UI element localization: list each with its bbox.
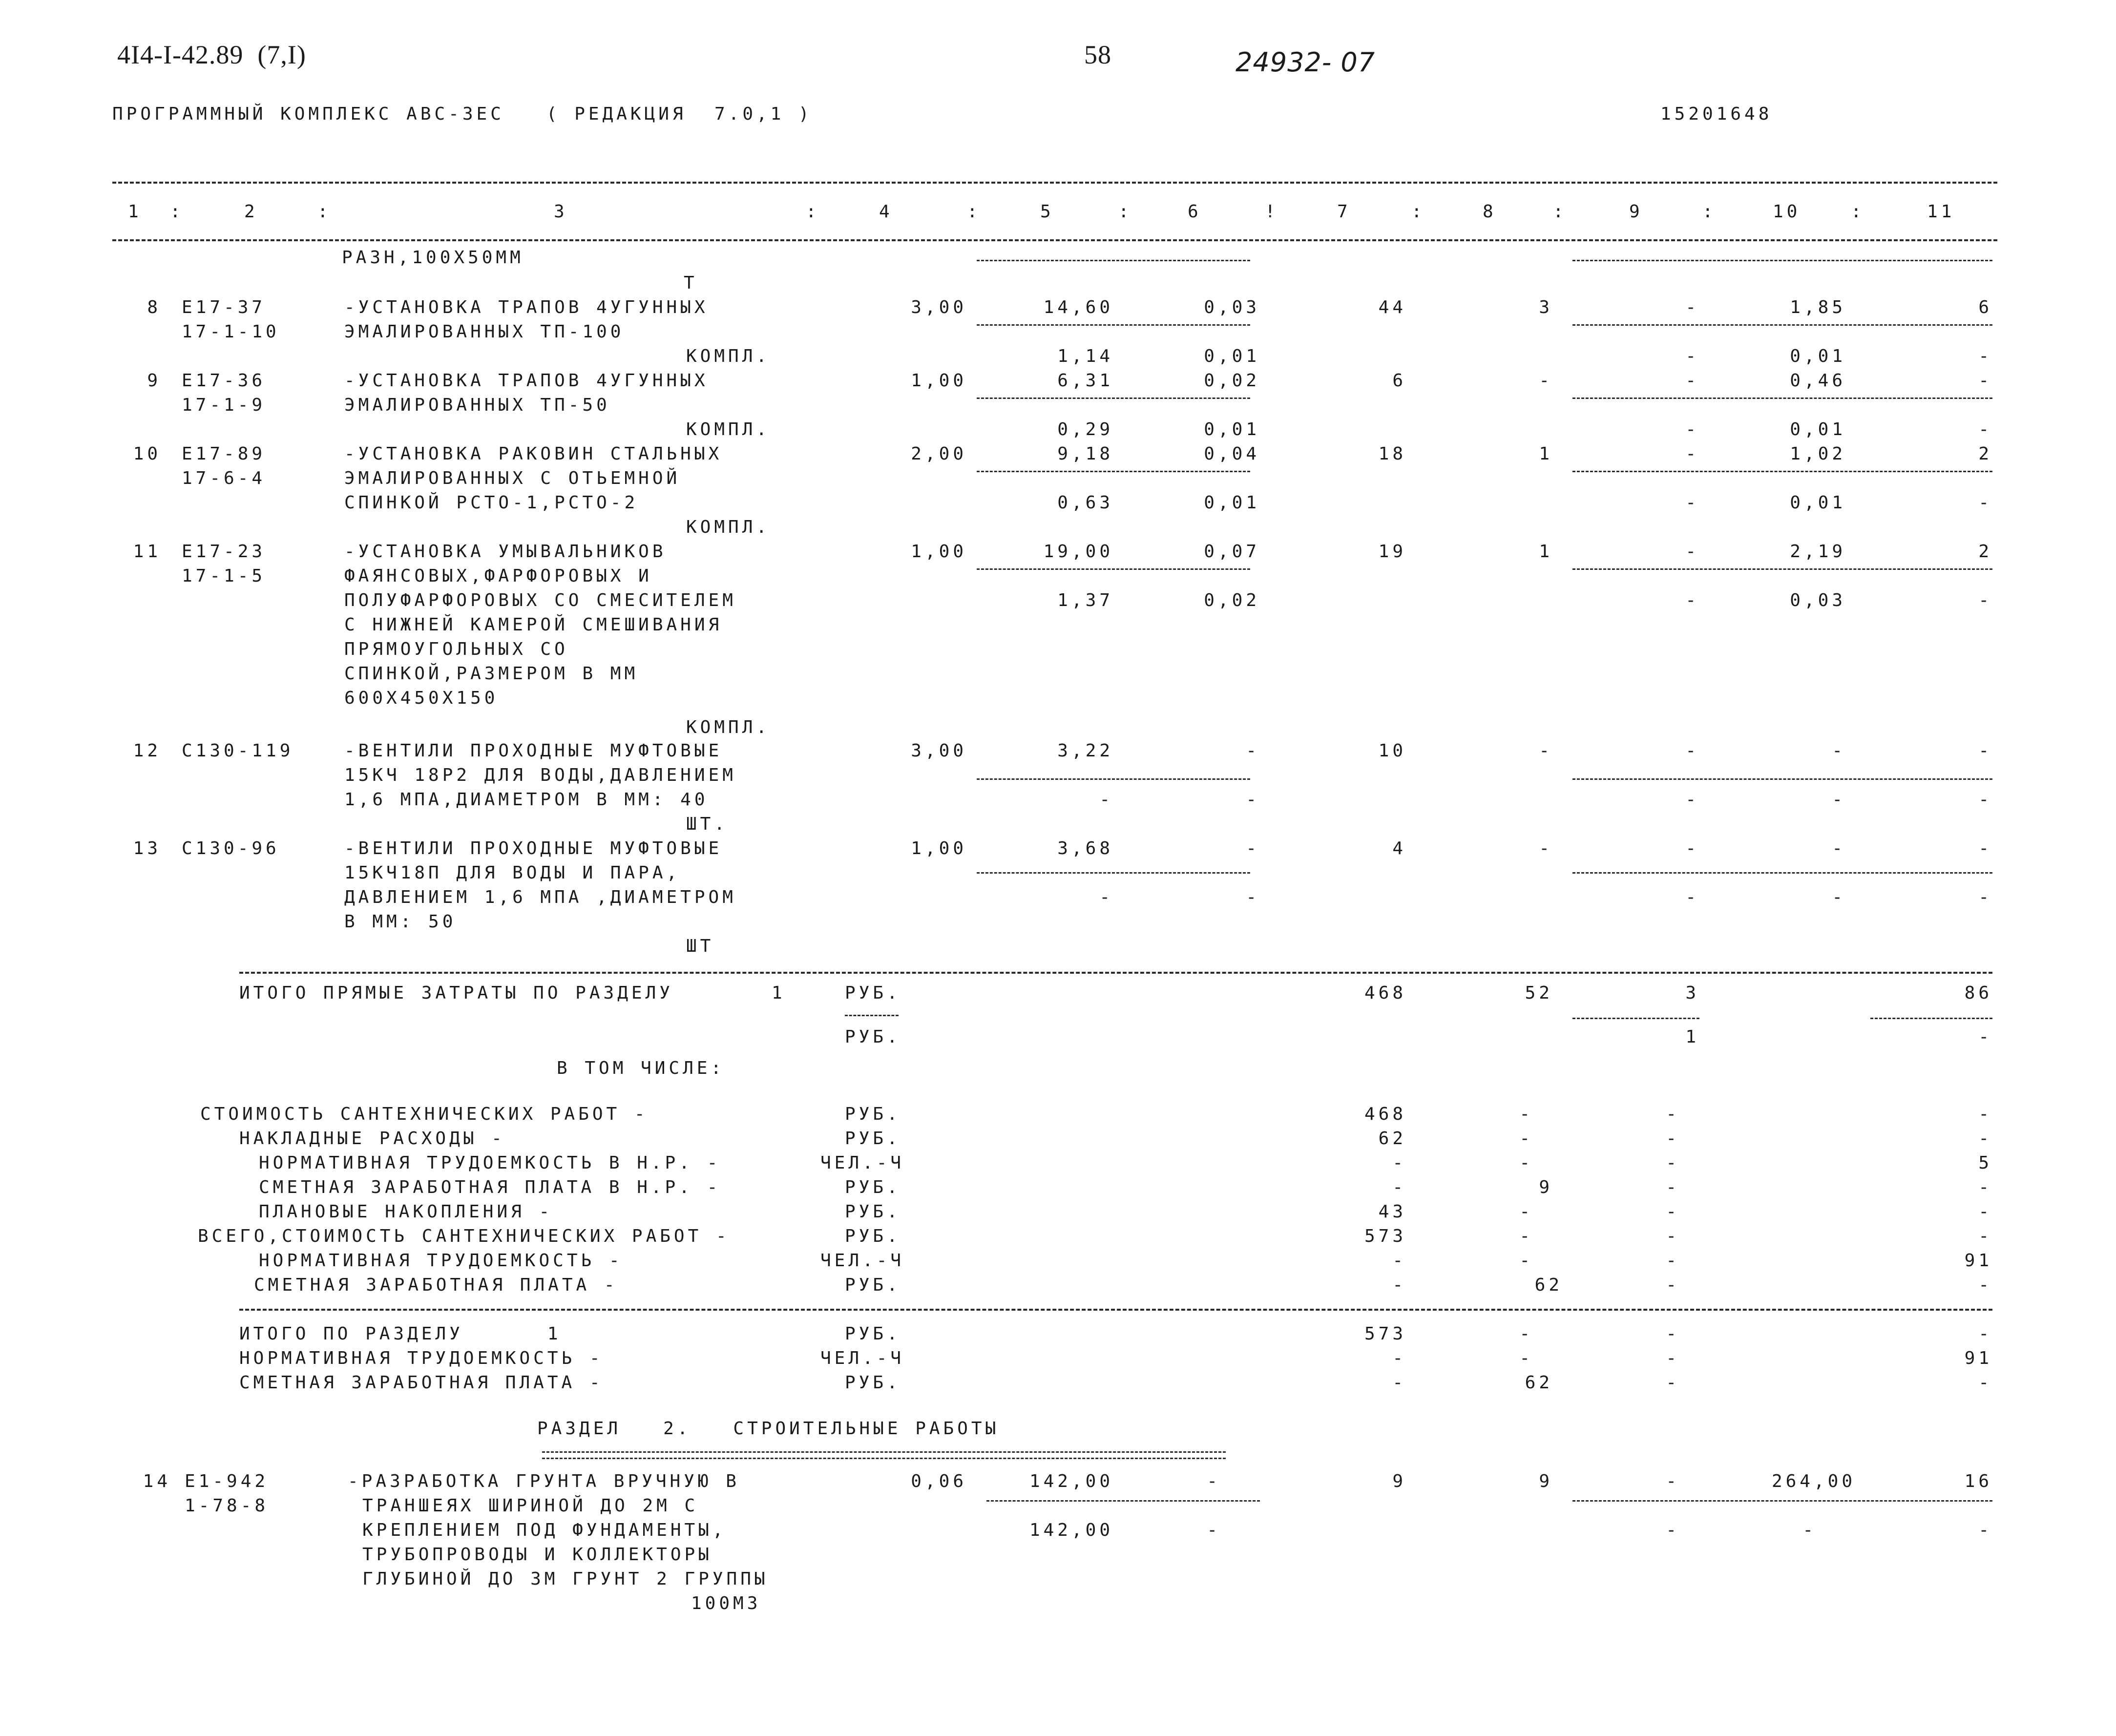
col-header-5: 5 bbox=[1040, 202, 1054, 222]
section-rule bbox=[239, 972, 1992, 974]
including-label: В ТОМ ЧИСЛЕ: bbox=[557, 1058, 725, 1078]
doc-code: 4I4-I-42.89 (7,I) bbox=[117, 40, 306, 69]
col-header-8: 8 bbox=[1483, 202, 1497, 222]
section-title: РАЗДЕЛ 2. СТРОИТЕЛЬНЫЕ РАБОТЫ bbox=[537, 1419, 1000, 1439]
list-item: СТОИМОСТЬ САНТЕХНИЧЕСКИХ РАБОТ - bbox=[200, 1104, 649, 1124]
program-code: 15201648 bbox=[1660, 104, 1773, 124]
list-item: СМЕТНАЯ ЗАРАБОТНАЯ ПЛАТА - bbox=[239, 1373, 604, 1393]
header-bottom-rule bbox=[112, 239, 1997, 241]
col-header-6: 6 bbox=[1188, 202, 1202, 222]
section-rule bbox=[239, 1309, 1992, 1311]
col-header-7: 7 bbox=[1337, 202, 1351, 222]
list-item: НАКЛАДНЫЕ РАСХОДЫ - bbox=[239, 1129, 505, 1149]
col-header-10: 10 bbox=[1773, 202, 1801, 222]
col-header-2: 2 bbox=[244, 202, 258, 222]
list-item: СМЕТНАЯ ЗАРАБОТНАЯ ПЛАТА В Н.Р. - bbox=[259, 1177, 721, 1197]
list-item: НОРМАТИВНАЯ ТРУДОЕМКОСТЬ В Н.Р. - bbox=[259, 1153, 721, 1173]
col-header-9: 9 bbox=[1629, 202, 1643, 222]
list-item: ВСЕГО,СТОИМОСТЬ САНТЕХНИЧЕСКИХ РАБОТ - bbox=[198, 1226, 730, 1246]
page-number: 58 bbox=[1084, 40, 1111, 69]
col-header-3: 3 bbox=[554, 202, 568, 222]
table-top-rule bbox=[112, 182, 1997, 184]
list-item: ИТОГО ПО РАЗДЕЛУ 1 bbox=[239, 1324, 562, 1344]
col-header-4: 4 bbox=[879, 202, 893, 222]
continuation-text: РАЗН,100Х50ММ bbox=[342, 248, 524, 268]
section-title-underline bbox=[542, 1451, 1226, 1459]
handwritten-number: 24932- 07 bbox=[1236, 47, 1376, 78]
list-item: НОРМАТИВНАЯ ТРУДОЕМКОСТЬ - bbox=[239, 1348, 604, 1368]
col-header-11: 11 bbox=[1927, 202, 1955, 222]
list-item: ПЛАНОВЫЕ НАКОПЛЕНИЯ - bbox=[259, 1202, 553, 1222]
list-item: СМЕТНАЯ ЗАРАБОТНАЯ ПЛАТА - bbox=[254, 1275, 618, 1295]
col-header-1: 1 bbox=[128, 202, 142, 222]
list-item: НОРМАТИВНАЯ ТРУДОЕМКОСТЬ - bbox=[259, 1251, 623, 1271]
program-title: ПРОГРАММНЫЙ КОМПЛЕКС АВС-3ЕС ( РЕДАКЦИЯ 7.0,1 ) bbox=[112, 104, 813, 124]
